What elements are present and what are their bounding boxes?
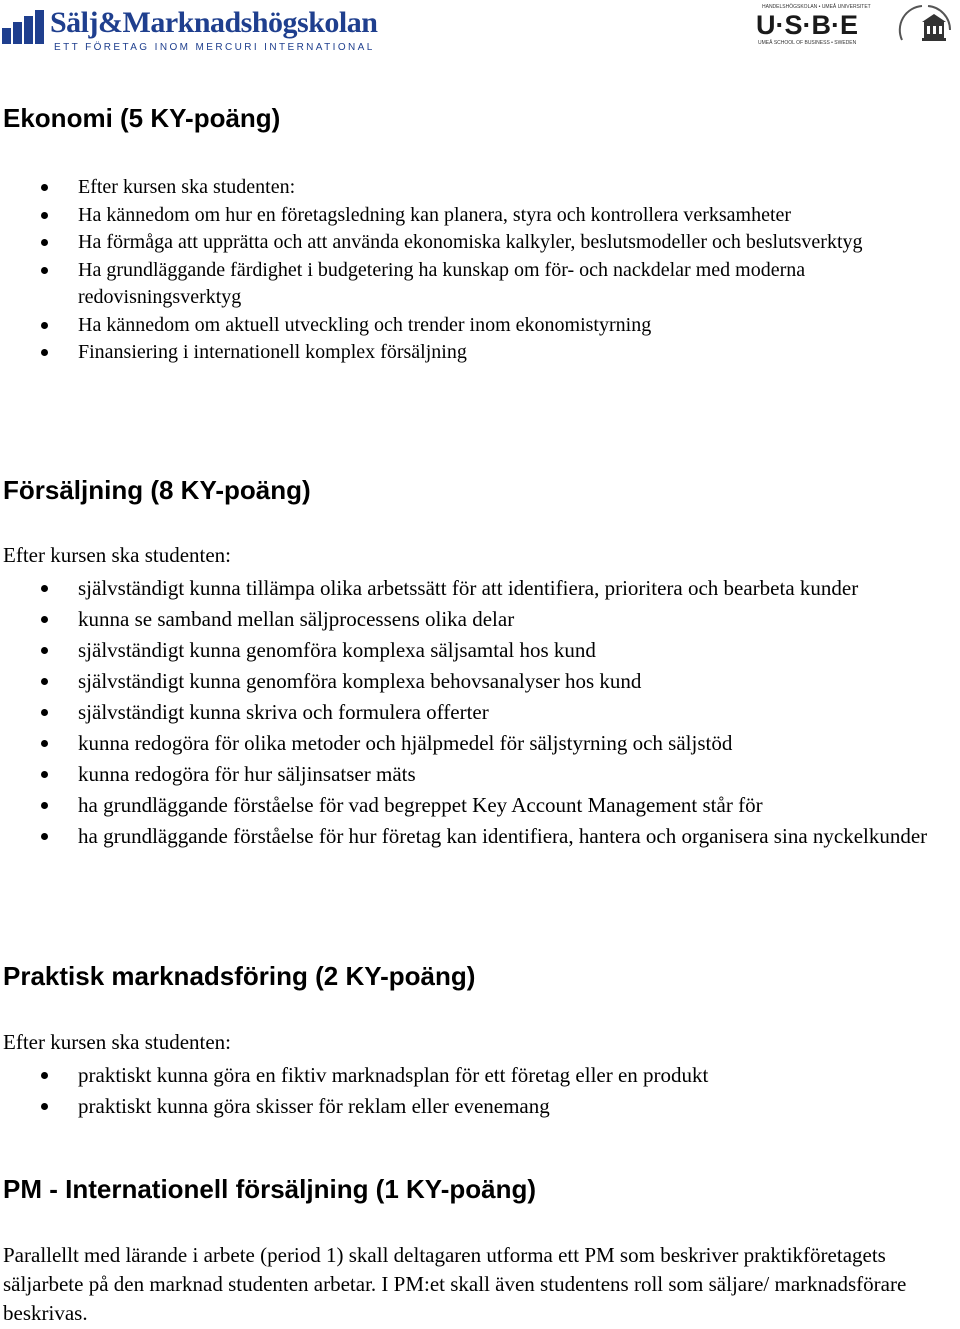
list-item: praktiskt kunna göra en fiktiv marknadsplan för ett företag eller en produkt (0, 1061, 960, 1090)
list-item: kunna redogöra för hur säljinsatser mäts (0, 760, 960, 789)
bullet-icon (41, 1072, 48, 1079)
pm-paragraph: Parallellt med lärande i arbete (period 1) skall deltagaren utforma ett PM som beskriver praktikföretagets säljarbete på den marknad studenten arbetar. I PM:et skall även studentens roll som säljare/ marknadsförare beskrivas. (3, 1243, 907, 1325)
bullet-icon (41, 833, 48, 840)
logo-left-tagline: ETT FÖRETAG INOM MERCURI INTERNATIONAL (54, 42, 375, 53)
marknadsforing-list (0, 1061, 960, 1121)
usbe-top-text: HANDELSHÖGSKOLAN • UMEÅ UNIVERSITET (762, 4, 871, 10)
bullet-icon (41, 740, 48, 747)
section-heading-praktisk-marknadsforing: Praktisk marknadsföring (2 KY-poäng) (3, 961, 476, 991)
list-item: självständigt kunna genomföra komplexa säljsamtal hos kund (0, 636, 960, 665)
bullet-icon (41, 771, 48, 778)
bullet-icon (41, 184, 48, 191)
bullet-icon (41, 267, 48, 274)
list-item: självständigt kunna tillämpa olika arbetssätt för att identifiera, prioritera och bearbeta kunder (0, 574, 960, 603)
bullet-icon (41, 616, 48, 623)
bullet-icon (41, 678, 48, 685)
usbe-logo (756, 2, 871, 48)
bullet-icon (41, 647, 48, 654)
ekonomi-list (0, 174, 960, 367)
saljmarknadshogskolan-logo (2, 4, 378, 54)
list-item: ha grundläggande förståelse för hur företag kan identifiera, hantera och organisera sina nyckelkunder (0, 822, 960, 851)
bullet-icon (41, 585, 48, 592)
list-item: Ha kännedom om aktuell utveckling och trender inom ekonomistyrning (0, 312, 960, 340)
list-item: självständigt kunna genomföra komplexa behovsanalyser hos kund (0, 667, 960, 696)
forsaljning-list (0, 574, 960, 851)
section-heading-pm: PM - Internationell försäljning (1 KY-poäng) (3, 1174, 537, 1204)
list-item: kunna se samband mellan säljprocessens olika delar (0, 605, 960, 634)
list-item: Efter kursen ska studenten: (0, 174, 960, 202)
list-item: kunna redogöra för olika metoder och hjälpmedel för säljstyrning och säljstöd (0, 729, 960, 758)
bullet-icon (41, 349, 48, 356)
list-item: Ha grundläggande färdighet i budgetering ha kunskap om för- och nackdelar med moderna redovisningsverktyg (0, 257, 960, 312)
section-intro: Efter kursen ska studenten: (3, 1030, 232, 1054)
bullet-icon (41, 802, 48, 809)
usbe-main-text: U·S·B·E (756, 10, 858, 40)
usbe-sub-text: UMEÅ SCHOOL OF BUSINESS • SWEDEN (758, 40, 857, 46)
list-item: ha grundläggande förståelse för vad begreppet Key Account Management står för (0, 791, 960, 820)
bullet-icon (41, 239, 48, 246)
umea-universitet-seal-icon (892, 0, 958, 56)
bullet-icon (41, 322, 48, 329)
section-intro: Efter kursen ska studenten: (3, 543, 232, 567)
bullet-icon (41, 212, 48, 219)
school-emblem-icon (2, 10, 46, 44)
section-heading-ekonomi: Ekonomi (5 KY-poäng) (3, 103, 281, 133)
logo-left-name: Sälj&Marknadshögskolan (50, 6, 378, 39)
list-item: Finansiering i internationell komplex försäljning (0, 339, 960, 367)
list-item: Ha kännedom om hur en företagsledning kan planera, styra och kontrollera verksamheter (0, 202, 960, 230)
page-header (0, 0, 960, 60)
list-item: Ha förmåga att upprätta och att använda ekonomiska kalkyler, beslutsmodeller och beslutsverktyg (0, 229, 960, 257)
list-item: självständigt kunna skriva och formulera offerter (0, 698, 960, 727)
bullet-icon (41, 709, 48, 716)
section-heading-forsaljning: Försäljning (8 KY-poäng) (3, 475, 311, 505)
bullet-icon (41, 1103, 48, 1110)
list-item: praktiskt kunna göra skisser för reklam eller evenemang (0, 1092, 960, 1121)
